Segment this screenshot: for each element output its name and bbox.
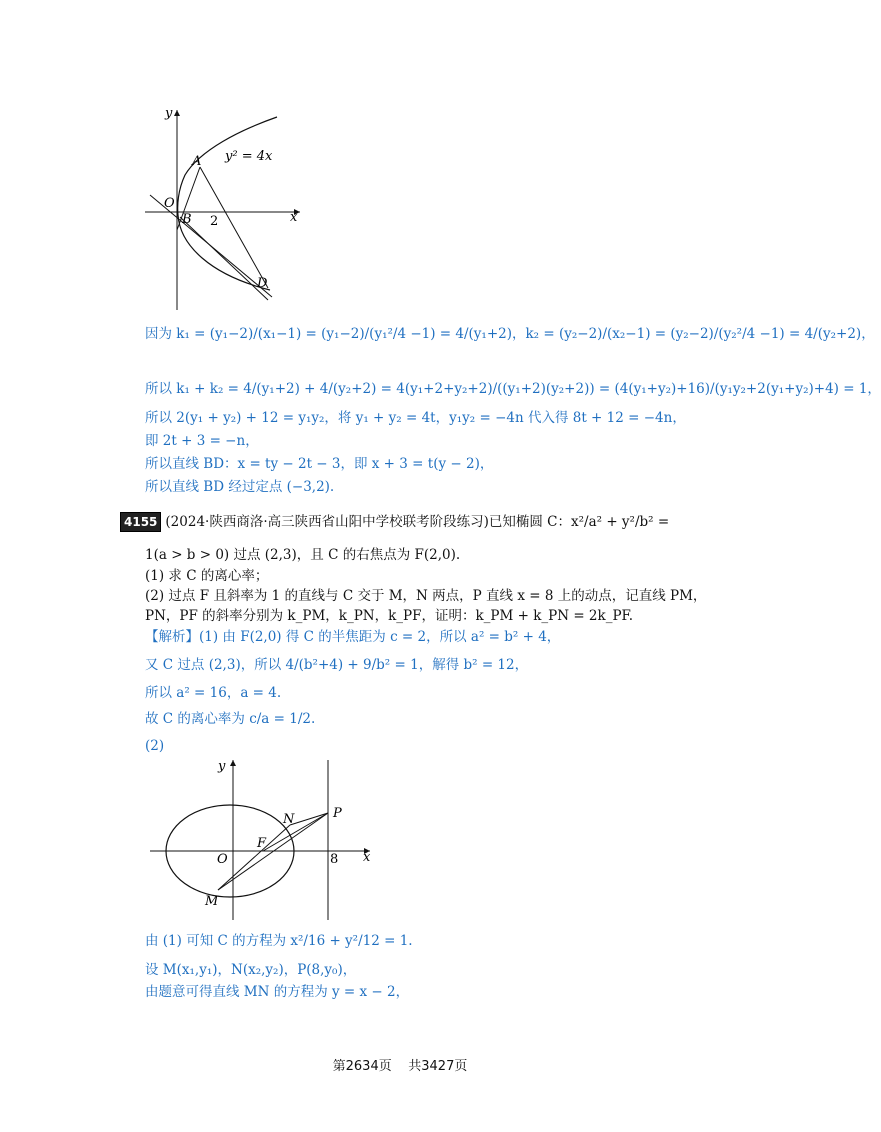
label-m: M [205,894,219,909]
parabola-curve [178,117,277,290]
problem-q2a: (2) 过点 F 且斜率为 1 的直线与 C 交于 M，N 两点，P 直线 x = 8 上的动点，记直线 PM， [145,588,707,604]
analysis-line-5: (2) [145,738,165,754]
analysis-line-2: 又 C 过点 (2,3)，所以 4/(b²+4) + 9/b² = 1，解得 b² = 12， [145,657,529,673]
solution-line-5: 所以直线 BD：x = ty − 2t − 3，即 x + 3 = t(y − 2)， [145,456,494,472]
label-o: O [164,196,175,211]
label-x-2: x [363,850,371,865]
label-f: F [257,836,267,851]
page-total: 共3427页 [408,1059,468,1074]
problem-line-2: 1(a > b > 0) 过点 (2,3)，且 C 的右焦点为 F(2,0). [145,547,461,563]
parabola-figure [140,105,310,315]
analysis2-line-3: 由题意可得直线 MN 的方程为 y = x − 2， [145,984,410,1000]
analysis2-line-1: 由 (1) 可知 C 的方程为 x²/16 + y²/12 = 1. [145,933,413,949]
problem-source: (2024·陕西商洛·高三陕西省山阳中学校联考阶段练习)已知椭圆 C：x²/a² + y²/b² = [165,514,670,530]
label-p: P [333,806,342,821]
solution-line-6: 所以直线 BD 经过定点 (−3,2). [145,479,335,495]
problem-header [120,512,669,532]
label-2: 2 [210,214,219,229]
analysis-line-1 [145,628,560,646]
label-n: N [283,812,295,827]
analysis2-line-2: 设 M(x₁,y₁)，N(x₂,y₂)，P(8,y₀)， [145,962,357,978]
label-d: D [257,276,268,291]
label-o-2: O [217,852,228,867]
problem-q2b: PN，PF 的斜率分别为 k_PM，k_PN，k_PF，证明：k_PM + k_PN = 2k_PF. [145,608,634,624]
solution-line-2: 所以 k₁ + k₂ = 4/(y₁+2) + 4/(y₂+2) = 4(y₁+2+y₂+2)/((y₁+2)(y₂+2)) = (4(y₁+y₂)+16)/(y₁y₂+2(y₁+y₂)+4) = 1， [145,381,881,397]
label-a: A [192,154,202,169]
solution-line-3: 所以 2(y₁ + y₂) + 12 = y₁y₂，将 y₁ + y₂ = 4t，y₁y₂ = −4n 代入得 8t + 12 = −4n， [145,410,686,426]
ellipse-figure [145,755,385,925]
problem-number: 4155 [120,512,161,532]
solution-line-4: 即 2t + 3 = −n， [145,433,259,449]
label-curve: y² = 4x [225,149,273,164]
label-b: B [182,212,192,227]
analysis-label: 【解析】 [145,629,199,645]
line-bd2 [180,217,268,300]
label-y: y [165,106,173,121]
problem-q1: (1) 求 C 的离心率； [145,568,269,584]
analysis-line-4: 故 C 的离心率为 c/a = 1/2. [145,711,316,727]
line-fp [263,813,328,851]
label-x: x [290,210,298,225]
line-np [290,813,328,825]
page-number: 第2634页 [332,1059,392,1074]
label-y-2: y [218,759,226,774]
page-footer [0,1055,800,1074]
analysis-text-1: (1) 由 F(2,0) 得 C 的半焦距为 c = 2，所以 a² = b² + 4， [199,629,561,645]
analysis-line-3: 所以 a² = 16，a = 4. [145,685,282,701]
solution-line-1: 因为 k₁ = (y₁−2)/(x₁−1) = (y₁−2)/(y₁²/4 −1) = 4/(y₁+2)，k₂ = (y₂−2)/(x₂−1) = (y₂−2)/(y₂²/4 −1) = 4/(y₂+2)， [145,326,875,342]
label-8: 8 [330,852,339,867]
